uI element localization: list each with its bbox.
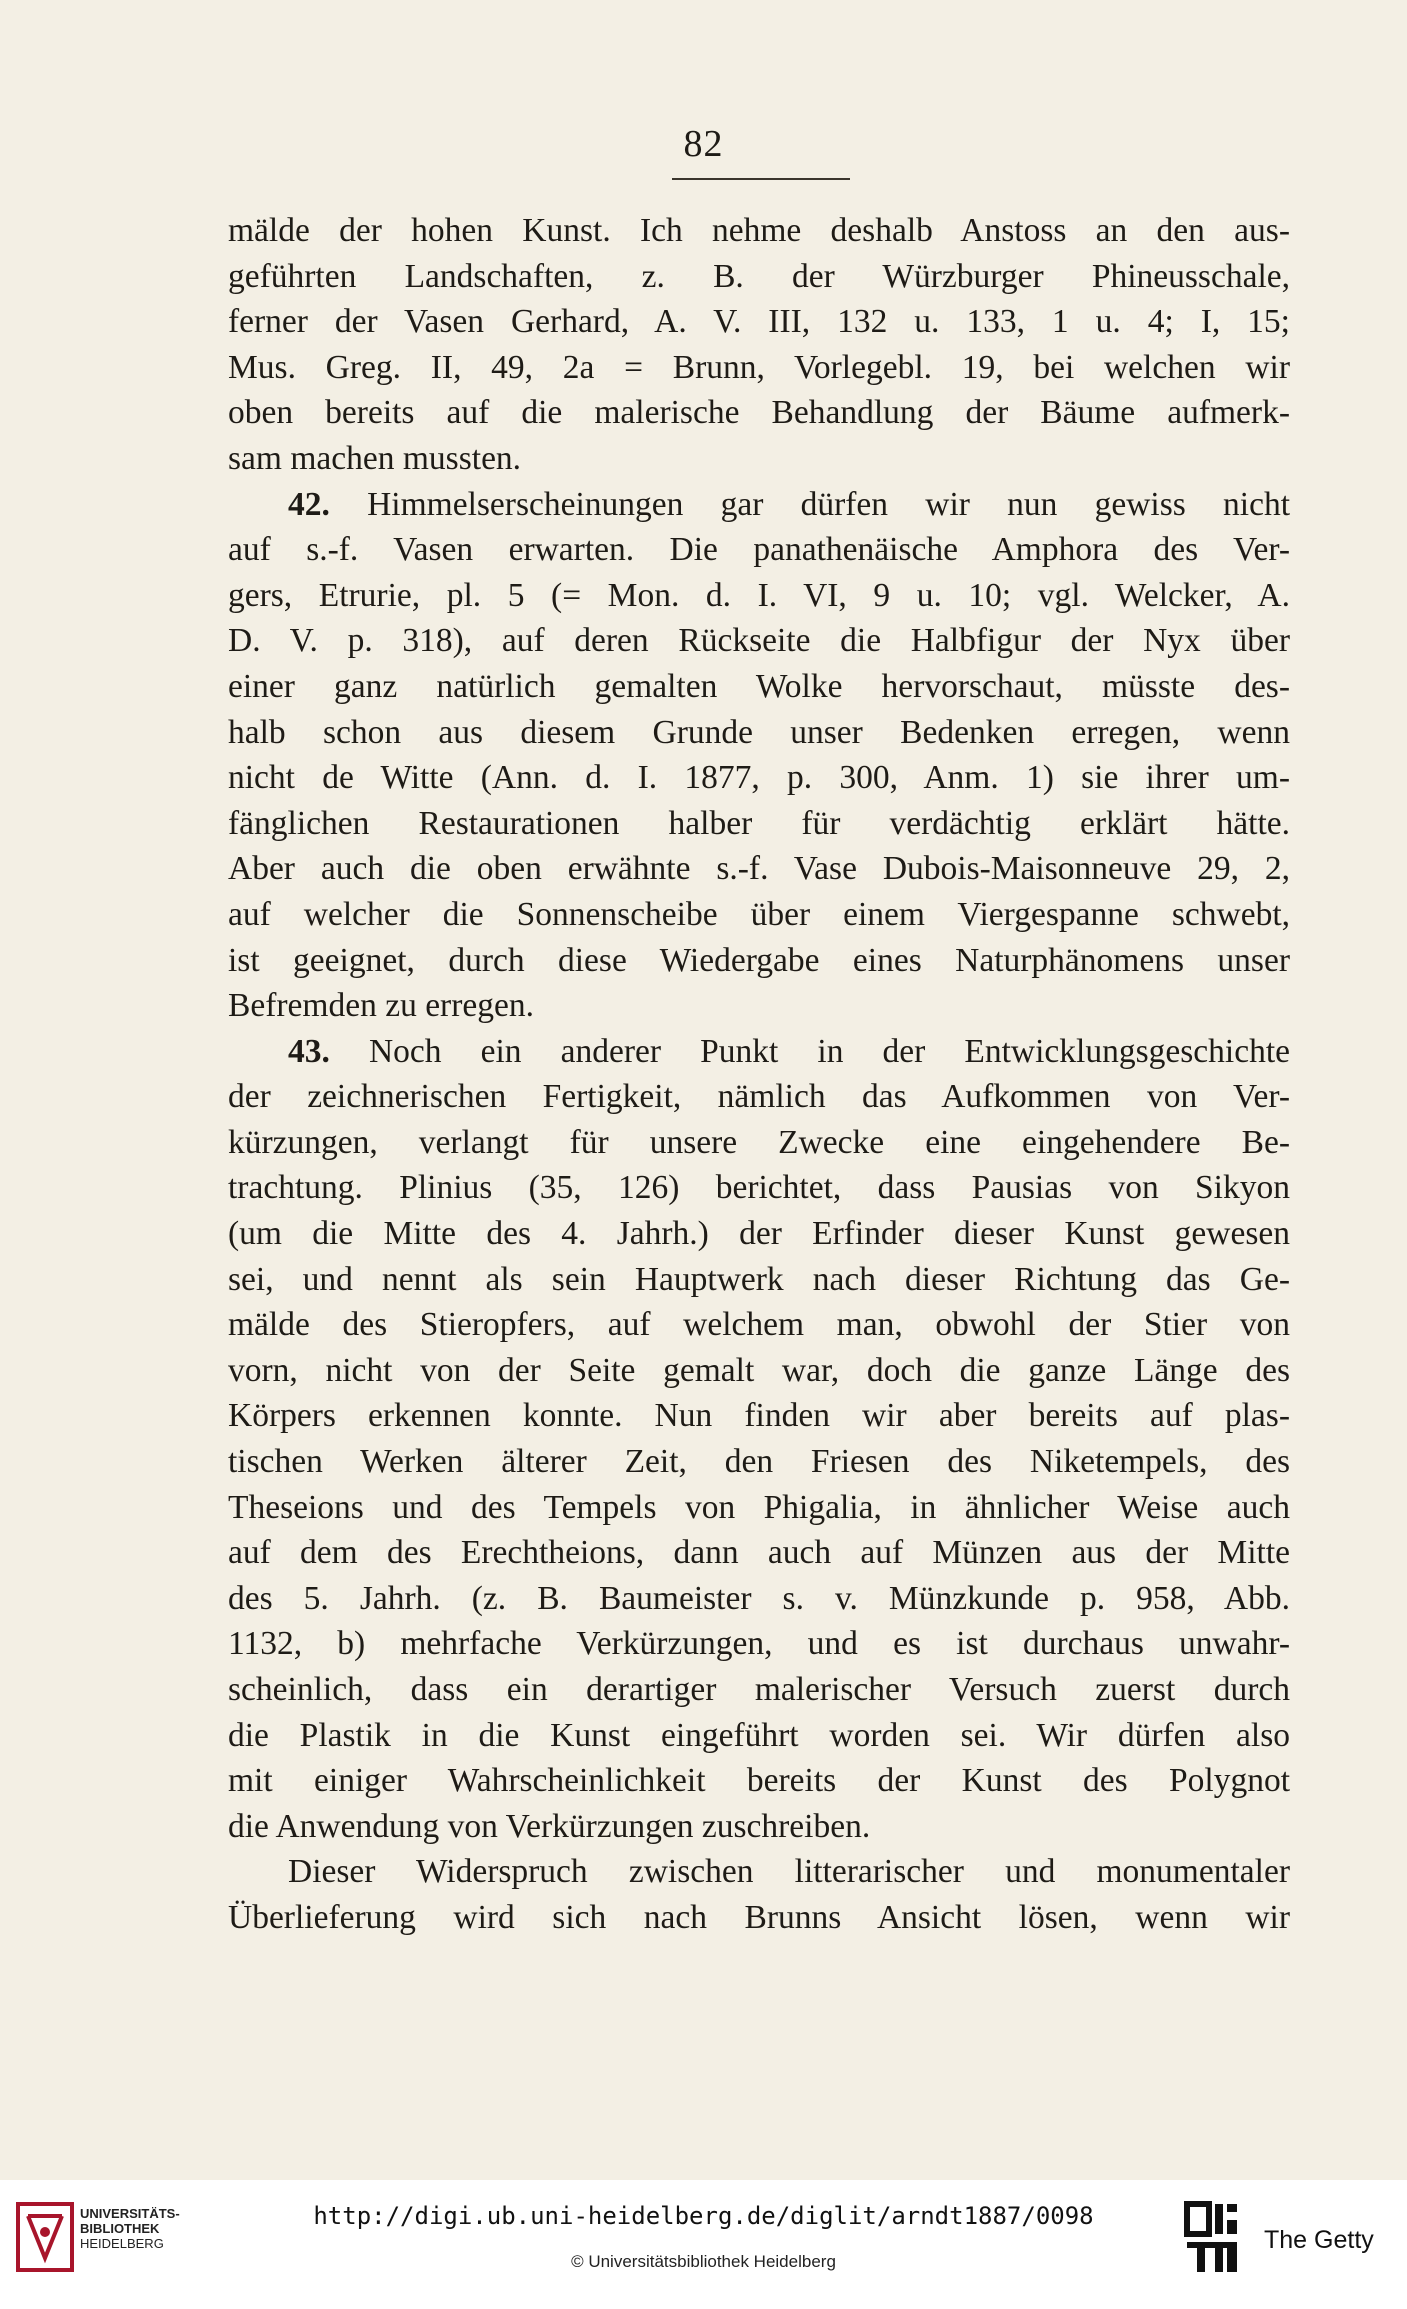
text-line: einer ganz natürlich gemalten Wolke hervorschaut, müsste des- <box>228 667 1290 705</box>
section-number: 42. <box>288 485 330 523</box>
text-line: kürzungen, verlangt für unsere Zwecke eine eingehendere Be- <box>228 1123 1290 1161</box>
getty-logo-icon <box>1183 2200 1241 2276</box>
copyright-notice: © Universitätsbibliothek Heidelberg <box>571 2252 836 2271</box>
text-line: auf welcher die Sonnenscheibe über einem Viergespanne schwebt, <box>228 895 1290 933</box>
text-line: vorn, nicht von der Seite gemalt war, doch die ganze Länge des <box>228 1351 1290 1389</box>
text-line: auf s.-f. Vasen erwarten. Die panathenäische Amphora des Ver- <box>228 531 1290 569</box>
section-number: 43. <box>288 1032 330 1070</box>
page-number: 82 <box>683 123 724 165</box>
text-line: gers, Etrurie, pl. 5 (= Mon. d. I. VI, 9 u. 10; vgl. Welcker, A. <box>228 576 1290 614</box>
text-line: oben bereits auf die malerische Behandlung der Bäume aufmerk- <box>228 394 1290 432</box>
library-name: UNIVERSITÄTS- BIBLIOTHEK HEIDELBERG <box>80 2206 180 2251</box>
text-line: des 5. Jahrh. (z. B. Baumeister s. v. Münzkunde p. 958, Abb. <box>228 1579 1290 1617</box>
text-line: ist geeignet, durch diese Wiedergabe eines Naturphänomens unser <box>228 941 1290 979</box>
source-url-link[interactable]: http://digi.ub.uni-heidelberg.de/diglit/arndt1887/0098 <box>313 2202 1094 2230</box>
text-line: sei, und nennt als sein Hauptwerk nach dieser Richtung das Ge- <box>228 1260 1290 1298</box>
partner-name: The Getty <box>1264 2226 1374 2254</box>
text-line: Mus. Greg. II, 49, 2a = Brunn, Vorlegebl. 19, bei welchen wir <box>228 348 1290 386</box>
text-line: halb schon aus diesem Grunde unser Bedenken erregen, wenn <box>228 713 1290 751</box>
text-line: 43. Noch ein anderer Punkt in der Entwicklungsgeschichte <box>288 1032 1291 1070</box>
digitization-footer <box>0 2180 1407 2309</box>
text-line: Befremden zu erregen. <box>228 987 534 1025</box>
text-line: scheinlich, dass ein derartiger malerischer Versuch zuerst durch <box>228 1671 1290 1708</box>
page-number-rule <box>672 178 850 180</box>
text-line: mit einiger Wahrscheinlichkeit bereits der Kunst des Polygnot <box>228 1762 1290 1800</box>
body-text <box>228 208 1290 1941</box>
text-line: sam machen mussten. <box>228 439 522 477</box>
text-line: Theseions und des Tempels von Phigalia, in ähnlicher Weise auch <box>228 1488 1290 1526</box>
text-line: 42. Himmelserscheinungen gar dürfen wir nun gewiss nicht <box>288 485 1290 523</box>
text-line: die Plastik in die Kunst eingeführt worden sei. Wir dürfen also <box>228 1716 1290 1754</box>
text-line: mälde der hohen Kunst. Ich nehme deshalb Anstoss an den aus- <box>228 212 1290 249</box>
text-line: Körpers erkennen konnte. Nun finden wir aber bereits auf plas- <box>228 1397 1290 1435</box>
text-line: auf dem des Erechtheions, dann auch auf Münzen aus der Mitte <box>228 1534 1290 1572</box>
text-line: die Anwendung von Verkürzungen zuschreiben. <box>228 1807 871 1845</box>
text-line: ferner der Vasen Gerhard, A. V. III, 132 u. 133, 1 u. 4; I, 15; <box>228 303 1290 341</box>
text-line: (um die Mitte des 4. Jahrh.) der Erfinder dieser Kunst gewesen <box>228 1215 1290 1253</box>
text-line: trachtung. Plinius (35, 126) berichtet, dass Pausias von Sikyon <box>228 1169 1290 1207</box>
text-line: nicht de Witte (Ann. d. I. 1877, p. 300, Anm. 1) sie ihrer um- <box>228 759 1290 797</box>
text-line: tischen Werken älterer Zeit, den Friesen des Niketempels, des <box>228 1443 1290 1481</box>
text-line: Dieser Widerspruch zwischen litterarischer und monumentaler <box>288 1853 1290 1891</box>
text-line: geführten Landschaften, z. B. der Würzburger Phineusschale, <box>228 257 1290 295</box>
text-line: fänglichen Restaurationen halber für verdächtig erklärt hätte. <box>228 804 1290 842</box>
text-line: Aber auch die oben erwähnte s.-f. Vase Dubois-Maisonneuve 29, 2, <box>228 850 1290 888</box>
text-line: D. V. p. 318), auf deren Rückseite die Halbfigur der Nyx über <box>228 622 1290 660</box>
text-line: 1132, b) mehrfache Verkürzungen, und es ist durchaus unwahr- <box>228 1625 1290 1663</box>
text-line: der zeichnerischen Fertigkeit, nämlich das Aufkommen von Ver- <box>228 1078 1290 1116</box>
text-line: mälde des Stieropfers, auf welchem man, obwohl der Stier von <box>228 1306 1290 1344</box>
text-line: Überlieferung wird sich nach Brunns Ansicht lösen, wenn wir <box>228 1898 1290 1936</box>
